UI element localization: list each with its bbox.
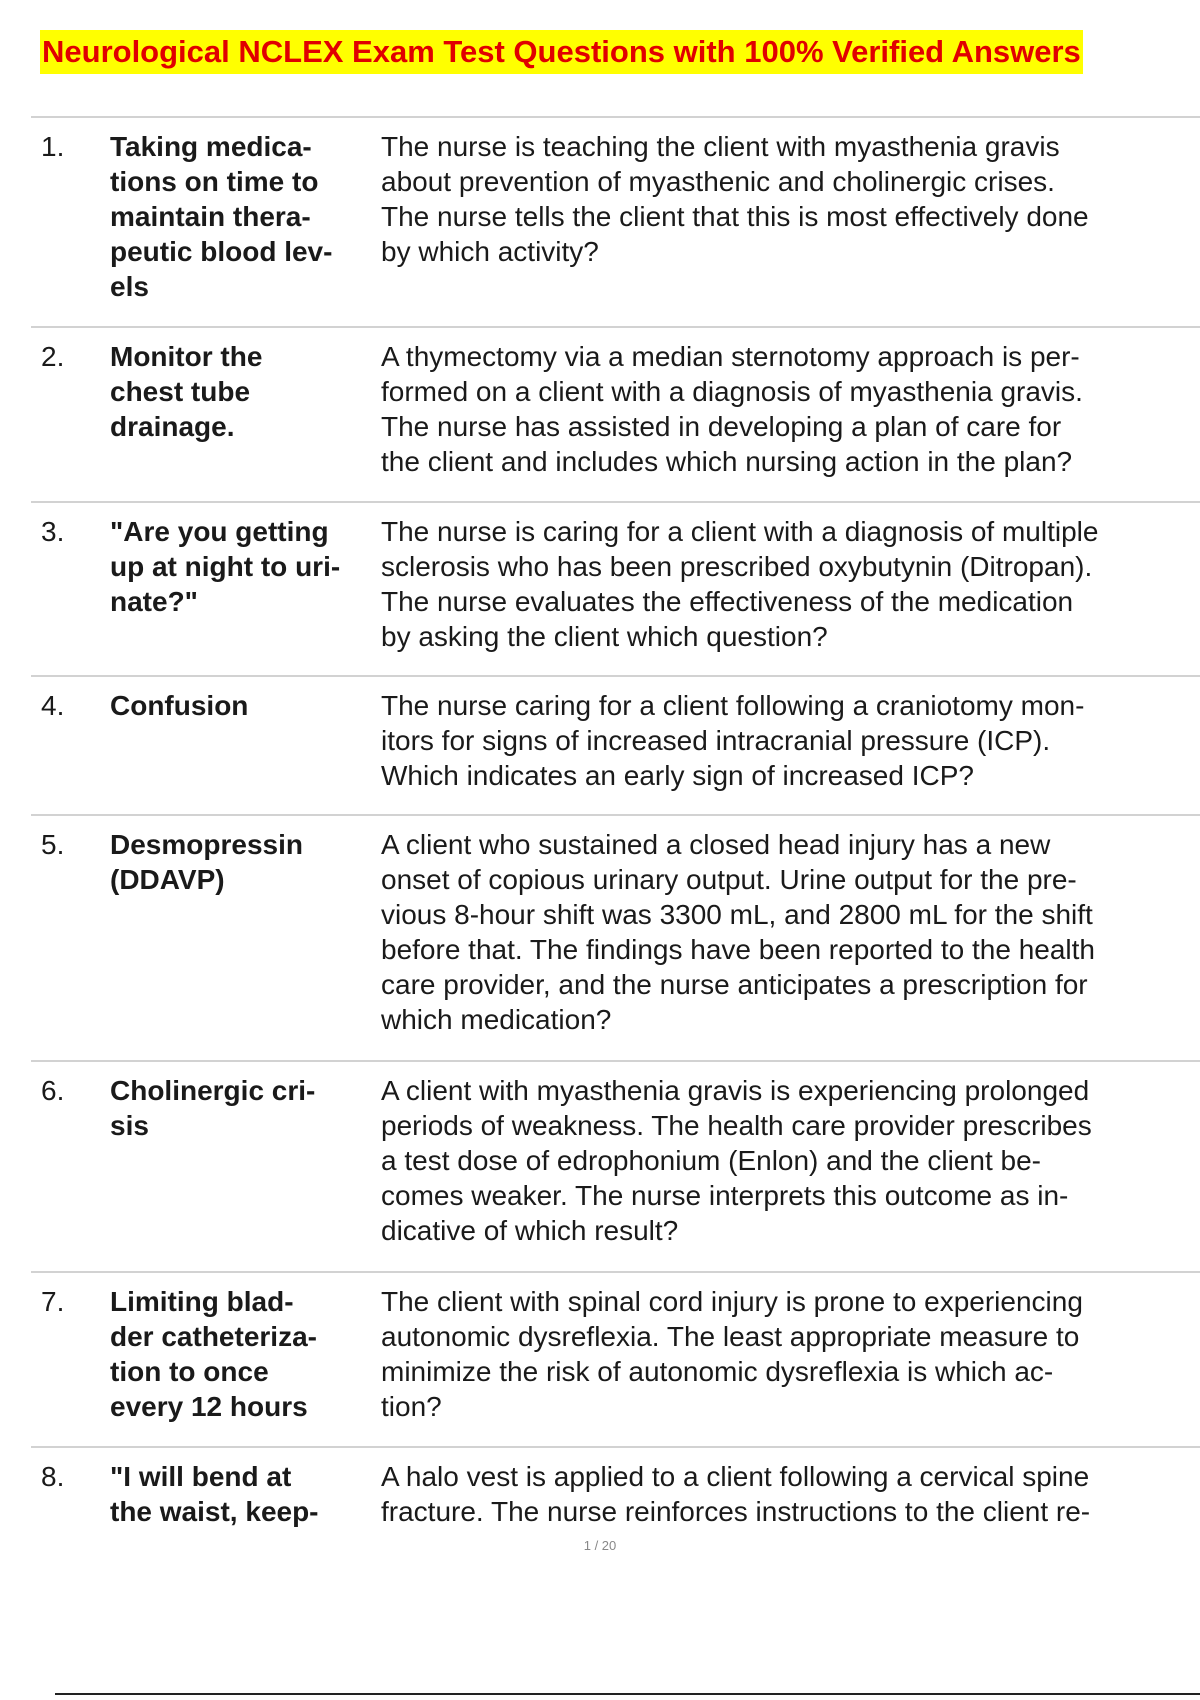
item-number: 7. — [41, 1286, 65, 1317]
answer-text: Cholinergic cri- sis — [110, 1075, 316, 1141]
item-number: 4. — [41, 690, 65, 721]
answer-text: Desmopressin (DDAVP) — [110, 829, 303, 895]
page-number: 1 / 20 — [583, 1538, 617, 1553]
item-number: 1. — [41, 131, 65, 162]
item-number: 6. — [41, 1075, 65, 1106]
answer-text: Confusion — [110, 690, 249, 721]
item-number: 8. — [41, 1461, 65, 1492]
answer-text: Taking medica- tions on time to maintain thera- peutic blood lev- els — [110, 131, 333, 302]
qa-row — [31, 116, 1200, 326]
qa-row — [31, 814, 1200, 1060]
qa-list — [31, 116, 1200, 1536]
question-text: A client with myasthenia gravis is experiencing prolonged periods of weakness. The health care provider prescribes a test dose of edrophonium (Enlon) and the client be- comes weaker. The nurse interprets this outcome as in- dicative of which result? — [381, 1075, 1092, 1246]
question-text: The client with spinal cord injury is prone to experiencing autonomic dysreflexia. The least appropriate measure to minimize the risk of autonomic dysreflexia is which ac- tion? — [381, 1286, 1083, 1422]
question-text: A client who sustained a closed head injury has a new onset of copious urinary output. Urine output for the pre- vious 8-hour shift was 3300 mL, and 2800 mL for the shift before that. The findings have been reported to the health care provider, and the nurse anticipates a prescription for which medication? — [381, 829, 1095, 1035]
bottom-divider — [55, 1693, 1200, 1695]
qa-row — [31, 675, 1200, 814]
answer-text: Monitor the chest tube drainage. — [110, 341, 263, 442]
answer-text: "I will bend at the waist, keep- — [110, 1461, 319, 1527]
qa-row — [31, 1271, 1200, 1446]
item-number: 5. — [41, 829, 65, 860]
item-number: 3. — [41, 516, 65, 547]
question-text: A thymectomy via a median sternotomy approach is per- formed on a client with a diagnosis of myasthenia gravis. The nurse has assisted in developing a plan of care for the client and includes which nursing action in the plan? — [381, 341, 1083, 477]
question-text: The nurse is caring for a client with a diagnosis of multiple sclerosis who has been prescribed oxybutynin (Ditropan). The nurse evaluates the effectiveness of the medication by asking the client which question? — [381, 516, 1099, 652]
question-text: The nurse is teaching the client with myasthenia gravis about prevention of myasthenic and cholinergic crises. The nurse tells the client that this is most effectively done by which activity? — [381, 131, 1089, 267]
page-title: Neurological NCLEX Exam Test Questions with 100% Verified Answers — [40, 30, 1083, 74]
qa-row — [31, 1060, 1200, 1271]
answer-text: "Are you getting up at night to uri- nate?" — [110, 516, 341, 617]
answer-text: Limiting blad- der catheteriza- tion to once every 12 hours — [110, 1286, 317, 1422]
qa-row — [31, 1446, 1200, 1536]
question-text: A halo vest is applied to a client following a cervical spine fracture. The nurse reinforces instructions to the client re- — [381, 1461, 1091, 1527]
qa-row — [31, 326, 1200, 501]
qa-row — [31, 501, 1200, 675]
question-text: The nurse caring for a client following a craniotomy mon- itors for signs of increased intracranial pressure (ICP). Which indicates an early sign of increased ICP? — [381, 690, 1085, 791]
item-number: 2. — [41, 341, 65, 372]
